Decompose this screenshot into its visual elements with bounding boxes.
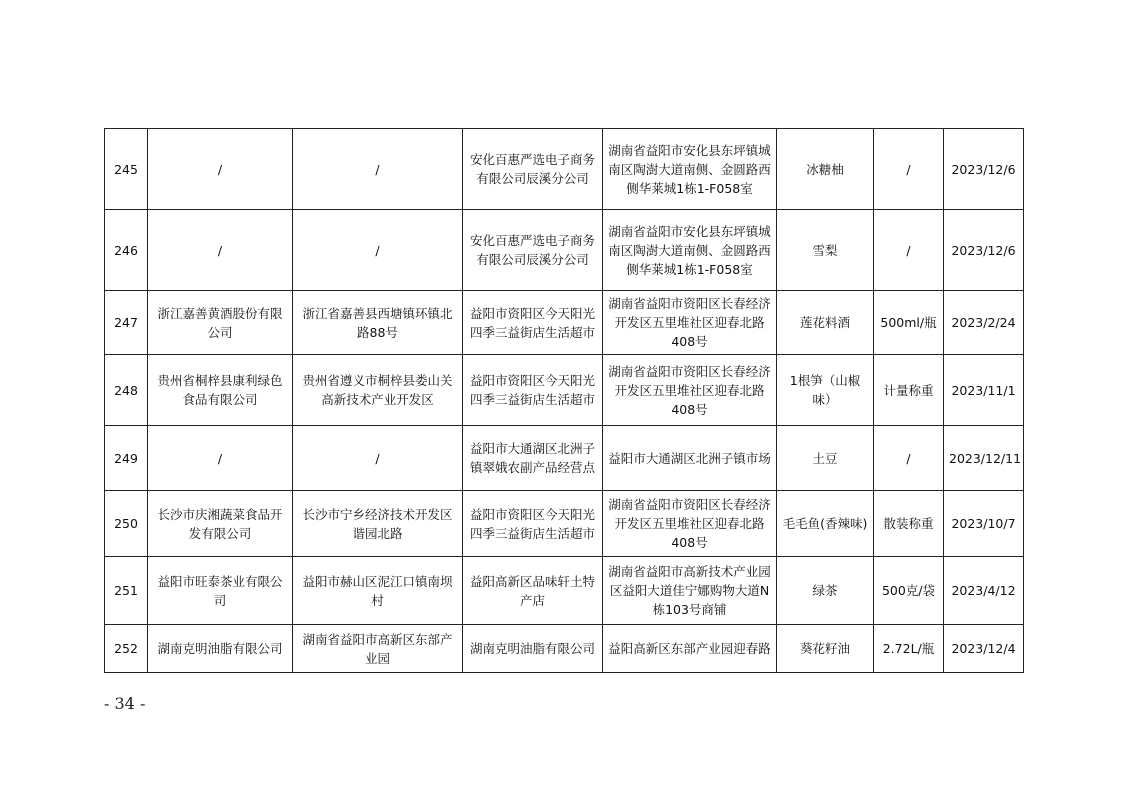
cell-seller-address: 湖南省益阳市高新技术产业园区益阳大道佳宁娜购物大道N栋103号商铺	[603, 557, 777, 625]
cell-specification: 2.72L/瓶	[874, 625, 944, 673]
cell-producer-name: 益阳市旺泰茶业有限公司	[148, 557, 293, 625]
cell-seller-address: 湖南省益阳市资阳区长春经济开发区五里堆社区迎春北路408号	[603, 355, 777, 426]
table-row	[105, 557, 1024, 625]
cell-specification: 500克/袋	[874, 557, 944, 625]
table-row	[105, 426, 1024, 491]
cell-product-name: 葵花籽油	[777, 625, 874, 673]
cell-product-name: 雪梨	[777, 210, 874, 291]
cell-seller-name: 湖南克明油脂有限公司	[463, 625, 603, 673]
cell-product-name: 毛毛鱼(香辣味)	[777, 491, 874, 557]
cell-specification: /	[874, 210, 944, 291]
cell-producer-address: 浙江省嘉善县西塘镇环镇北路88号	[293, 291, 463, 355]
cell-production-date: 2023/10/7	[944, 491, 1024, 557]
table-row	[105, 291, 1024, 355]
table-row	[105, 129, 1024, 210]
table-row	[105, 491, 1024, 557]
cell-row-number: 247	[105, 291, 148, 355]
cell-production-date: 2023/11/1	[944, 355, 1024, 426]
table-row	[105, 625, 1024, 673]
cell-row-number: 249	[105, 426, 148, 491]
cell-row-number: 252	[105, 625, 148, 673]
cell-production-date: 2023/2/24	[944, 291, 1024, 355]
cell-producer-name: /	[148, 426, 293, 491]
cell-specification: 散装称重	[874, 491, 944, 557]
cell-producer-address: 湖南省益阳市高新区东部产业园	[293, 625, 463, 673]
cell-seller-name: 益阳市资阳区今天阳光四季三益街店生活超市	[463, 491, 603, 557]
cell-seller-address: 湖南省益阳市资阳区长春经济开发区五里堆社区迎春北路408号	[603, 491, 777, 557]
cell-producer-name: /	[148, 210, 293, 291]
cell-seller-address: 湖南省益阳市资阳区长春经济开发区五里堆社区迎春北路408号	[603, 291, 777, 355]
table-row	[105, 355, 1024, 426]
table-body	[105, 129, 1024, 673]
cell-row-number: 245	[105, 129, 148, 210]
page-number: - 34 -	[104, 694, 146, 713]
cell-specification: 计量称重	[874, 355, 944, 426]
cell-producer-name: /	[148, 129, 293, 210]
cell-row-number: 251	[105, 557, 148, 625]
cell-producer-address: 益阳市赫山区泥江口镇南坝村	[293, 557, 463, 625]
cell-product-name: 土豆	[777, 426, 874, 491]
cell-row-number: 248	[105, 355, 148, 426]
inspection-table	[104, 128, 1024, 673]
cell-production-date: 2023/12/6	[944, 129, 1024, 210]
cell-product-name: 绿茶	[777, 557, 874, 625]
cell-seller-name: 益阳市资阳区今天阳光四季三益街店生活超市	[463, 291, 603, 355]
cell-seller-name: 益阳市资阳区今天阳光四季三益街店生活超市	[463, 355, 603, 426]
cell-producer-address: /	[293, 129, 463, 210]
cell-seller-name: 益阳市大通湖区北洲子镇翠娥农副产品经营点	[463, 426, 603, 491]
cell-producer-address: /	[293, 210, 463, 291]
cell-specification: /	[874, 129, 944, 210]
cell-specification: 500ml/瓶	[874, 291, 944, 355]
cell-production-date: 2023/12/6	[944, 210, 1024, 291]
cell-row-number: 250	[105, 491, 148, 557]
cell-product-name: 冰糖柚	[777, 129, 874, 210]
cell-seller-address: 益阳市大通湖区北洲子镇市场	[603, 426, 777, 491]
cell-seller-name: 安化百惠严选电子商务有限公司辰溪分公司	[463, 210, 603, 291]
cell-producer-name: 浙江嘉善黄酒股份有限公司	[148, 291, 293, 355]
cell-producer-name: 长沙市庆湘蔬菜食品开发有限公司	[148, 491, 293, 557]
cell-production-date: 2023/12/4	[944, 625, 1024, 673]
cell-producer-name: 贵州省桐梓县康利绿色食品有限公司	[148, 355, 293, 426]
cell-product-name: 莲花料酒	[777, 291, 874, 355]
cell-producer-address: 贵州省遵义市桐梓县娄山关高新技术产业开发区	[293, 355, 463, 426]
cell-producer-address: 长沙市宁乡经济技术开发区谐园北路	[293, 491, 463, 557]
cell-seller-name: 益阳高新区品味轩土特产店	[463, 557, 603, 625]
cell-specification: /	[874, 426, 944, 491]
cell-producer-name: 湖南克明油脂有限公司	[148, 625, 293, 673]
cell-seller-address: 湖南省益阳市安化县东坪镇城南区陶澍大道南侧、金圆路西侧华莱城1栋1-F058室	[603, 129, 777, 210]
table-row	[105, 210, 1024, 291]
cell-production-date: 2023/4/12	[944, 557, 1024, 625]
cell-seller-name: 安化百惠严选电子商务有限公司辰溪分公司	[463, 129, 603, 210]
cell-product-name: 1根笋（山椒味）	[777, 355, 874, 426]
cell-producer-address: /	[293, 426, 463, 491]
cell-production-date: 2023/12/11	[944, 426, 1024, 491]
cell-seller-address: 湖南省益阳市安化县东坪镇城南区陶澍大道南侧、金圆路西侧华莱城1栋1-F058室	[603, 210, 777, 291]
cell-row-number: 246	[105, 210, 148, 291]
cell-seller-address: 益阳高新区东部产业园迎春路	[603, 625, 777, 673]
